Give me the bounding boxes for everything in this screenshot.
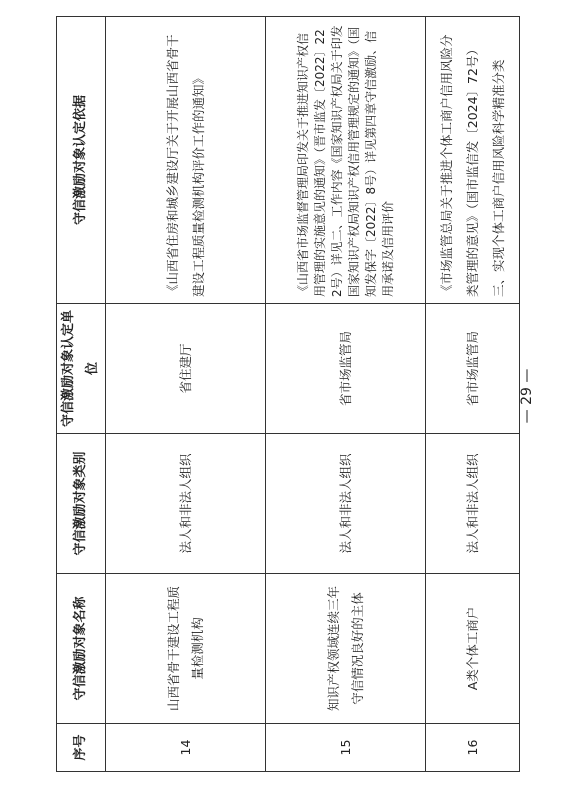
credit-incentive-table <box>56 16 520 772</box>
row-basis: 《市场监管总局关于推进个体工商户信用风险分类管理的意见》（国市监信发〔2024〕72号）三、实现个体工商户信用风险科学精准分类 <box>426 17 520 304</box>
row-basis: 《山西省住房和城乡建设厅关于开展山西省骨干建设工程质量检测机构评价工作的通知》 <box>106 17 266 304</box>
header-basis: 守信激励对象认定依据 <box>57 17 106 304</box>
row-basis: 《山西省市场监督管理局印发关于推进知识产权信用管理的实施意见的通知》（晋市监发〔2022〕222号）详见二、工作内容《国家知识产权局关于印发国家知识产权局知识产权信用管理规定的通知》（国知发保字〔2022〕8号）详见第四章守信激励、信用承诺及信用评价 <box>266 17 426 304</box>
page-number-text: — 29 — <box>519 368 535 424</box>
row-category: 法人和非法人组织 <box>266 434 426 574</box>
row-no: 16 <box>426 724 520 772</box>
table-row <box>106 17 266 772</box>
row-category: 法人和非法人组织 <box>426 434 520 574</box>
row-no: 14 <box>106 724 266 772</box>
header-no: 序号 <box>57 724 106 772</box>
row-unit: 省市场监管局 <box>426 304 520 434</box>
row-name: 知识产权领域连续三年守信情况良好的主体 <box>266 574 426 724</box>
header-row <box>57 17 106 772</box>
table-row <box>426 17 520 772</box>
page-number <box>512 360 536 440</box>
row-no: 15 <box>266 724 426 772</box>
table-row <box>266 17 426 772</box>
row-name: 山西省骨干建设工程质量检测机构 <box>106 574 266 724</box>
header-unit: 守信激励对象认定单位 <box>57 304 106 434</box>
header-category: 守信激励对象类别 <box>57 434 106 574</box>
header-name: 守信激励对象名称 <box>57 574 106 724</box>
row-name: A类个体工商户 <box>426 574 520 724</box>
rotated-page <box>56 17 506 772</box>
row-category: 法人和非法人组织 <box>106 434 266 574</box>
row-unit: 省住建厅 <box>106 304 266 434</box>
row-unit: 省市场监管局 <box>266 304 426 434</box>
